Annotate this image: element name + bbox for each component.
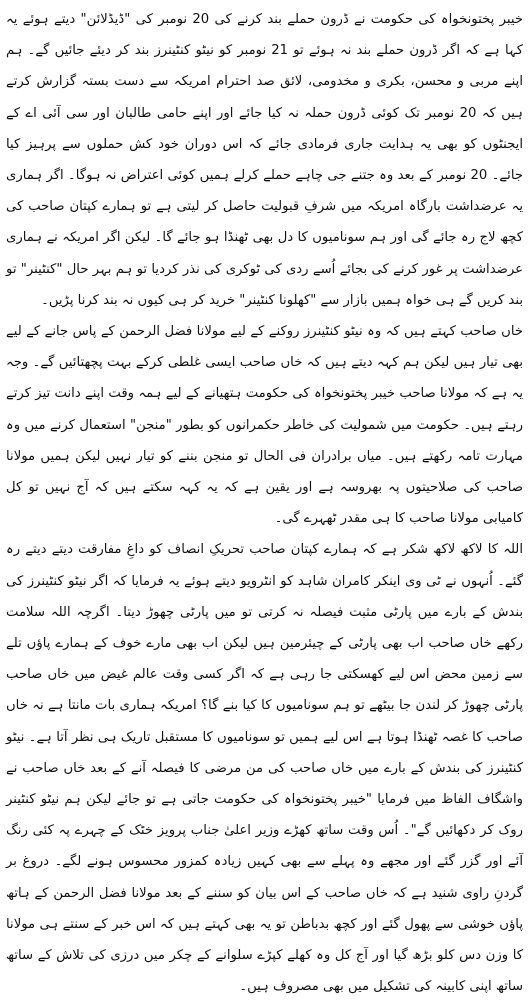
paragraph-kaptan-party: اللہ کا لاکھ لاکھ شکر ہے کہ ہمارے کپتان صاحب تحریکِ انصاف کو داغِ مفارقت دیتے دیتے رہ گئے۔ اُنہوں نے ٹی وی اینکر کامران شاہد کو انٹرویو دیتے ہوئے یہ فرمایا کہ اگر نیٹو کنٹینرز کی بندش کے بارے میں پارٹی مثبت فیصلہ نہ کرتی تو میں پارٹی چھوڑ دیتا۔ اگرچہ اللہ سلامت رکھے خاں صاحب اب بھی پارٹی کے چیئرمین ہیں لیکن اب بھی مارے خوف کے ہمارے پاؤں تلے سے زمین محض اس لیے کھسکتی جا رہی ہے کہ اگر کسی وقت عالم غیض میں خاں صاحب پارٹی چھوڑ کر لندن جا بیٹھے تو ہم سونامیوں کا کیا بنے گا؟ امریکہ ہماری بات مانتا ہے نہ خاں صاحب کا غصہ ٹھنڈا ہوتا ہے اس لیے ہمیں تو سونامیوں کا مستقبل تاریک ہی نظر آتا ہے۔ نیٹو کنٹینرز کی بندش کے بارے میں خاں صاحب کی من مرضی کا فیصلہ آنے کے بعد خاں صاحب نے واشگاف الفاظ میں فرمایا "خیبر پختونخواہ کی حکومت جاتی ہے تو جائے لیکن ہم نیٹو کنٹینر روک کر دکھائیں گے"۔ اُس وقت ساتھ کھڑے وزیر اعلیٰ جناب پرویز خٹک کے چہرے پہ کئی رنگ آئے اور گزر گئے اور مجھے وہ پہلے سے بھی کہیں زیادہ کمزور محسوس ہونے لگے۔ دروغ بر گردنِ راوی شنید ہے کہ خاں صاحب کے اس بیان کو سننے کے بعد مولانا فضل الرحمن کے ہاتھ پاؤں خوشی سے پھول گئے اور کچھ بدباطن تو یہ بھی کہتے ہیں کہ اس خبر کے سنتے ہی مولانا کا وزن دس کلو بڑھ گیا اور آج کل وہ کھلے کپڑے سلوانے کے چکر میں درزی کی تلاش کے ساتھ ساتھ اپنی کابینہ کی تشکیل میں بھی مصروف ہیں۔ — [6, 542, 523, 995]
paragraph-maulana-fazl: خاں صاحب کہتے ہیں کہ وہ نیٹو کنٹینرز روکنے کے لیے مولانا فضل الرحمن کے پاس جانے کے لیے بھی تیار ہیں لیکن ہم کہہ دیتے ہیں کہ خاں صاحب ایسی غلطی کرکے بہت پچھتائیں گے۔ وجہ یہ ہے کہ مولانا صاحب خیبر پختونخواہ کی حکومت ہتھیانے کے لیے ہمہ وقت اپنے دانت تیز کرتے رہتے ہیں۔ حکومت میں شمولیت کی خاطر حکمرانوں کو بطور "منجن" استعمال کرنے میں وہ مہارت تامہ رکھتے ہیں۔ میاں برادران فی الحال تو منجن بننے کو تیار نہیں لیکن ہمیں مولانا صاحب کی صلاحیتوں پہ بھروسہ ہے اور یقین ہے کہ یہ کہہ سکتے ہیں کہ آج نہیں تو کل کامیابی مولانا صاحب کا ہی مقدر ٹھہرے گی۔ — [6, 324, 523, 527]
paragraph-drone-deadline: خیبر پختونخواہ کی حکومت نے ڈرون حملے بند کرنے کی 20 نومبر کی "ڈیڈلائن" دیتے ہوئے یہ کہا ہے کہ اگر ڈرون حملے بند نہ ہوئے تو 21 نومبر کو نیٹو کنٹینرز بند کر دیئے جائیں گے۔ ہم اپنے مربی و محسن، بکری و مخدومی، لائق صد احترام امریکہ سے دست بستہ گزارش کرتے ہیں کہ 20 نومبر تک کوئی ڈرون حملہ نہ کیا جائے اور اپنے حامی طالبان اور سی آئی اے کے ایجنٹوں کو بھی یہ ہدایت جاری فرمادی جائے کہ اس دوران خود کش حملوں سے پرہیز کیا جائے۔ 20 نومبر کے بعد وہ جتنے جی چاہے حملے کرلے ہمیں کوئی اعتراض نہ ہوگا۔ اگر ہماری یہ عرضداشت بارگاہ امریکہ میں شرفِ قبولیت حاصل کر لیتی ہے تو ہمارے کپتان صاحب کی کچھ لاج رہ جائے گی اور ہم سونامیوں کا دل بھی ٹھنڈا ہو جائے گا۔ لیکن اگر امریکہ نے ہماری عرضداشت پر غور کرنے کی بجائے اُسے ردی کی ٹوکری کی نذر کردیا تو ہم بہر حال "کنٹینر" تو بند کریں گے ہی خواہ ہمیں بازار سے "کھلونا کنٹینر" خرید کر ہی کیوں نہ بند کرنا پڑیں۔ — [6, 12, 523, 308]
